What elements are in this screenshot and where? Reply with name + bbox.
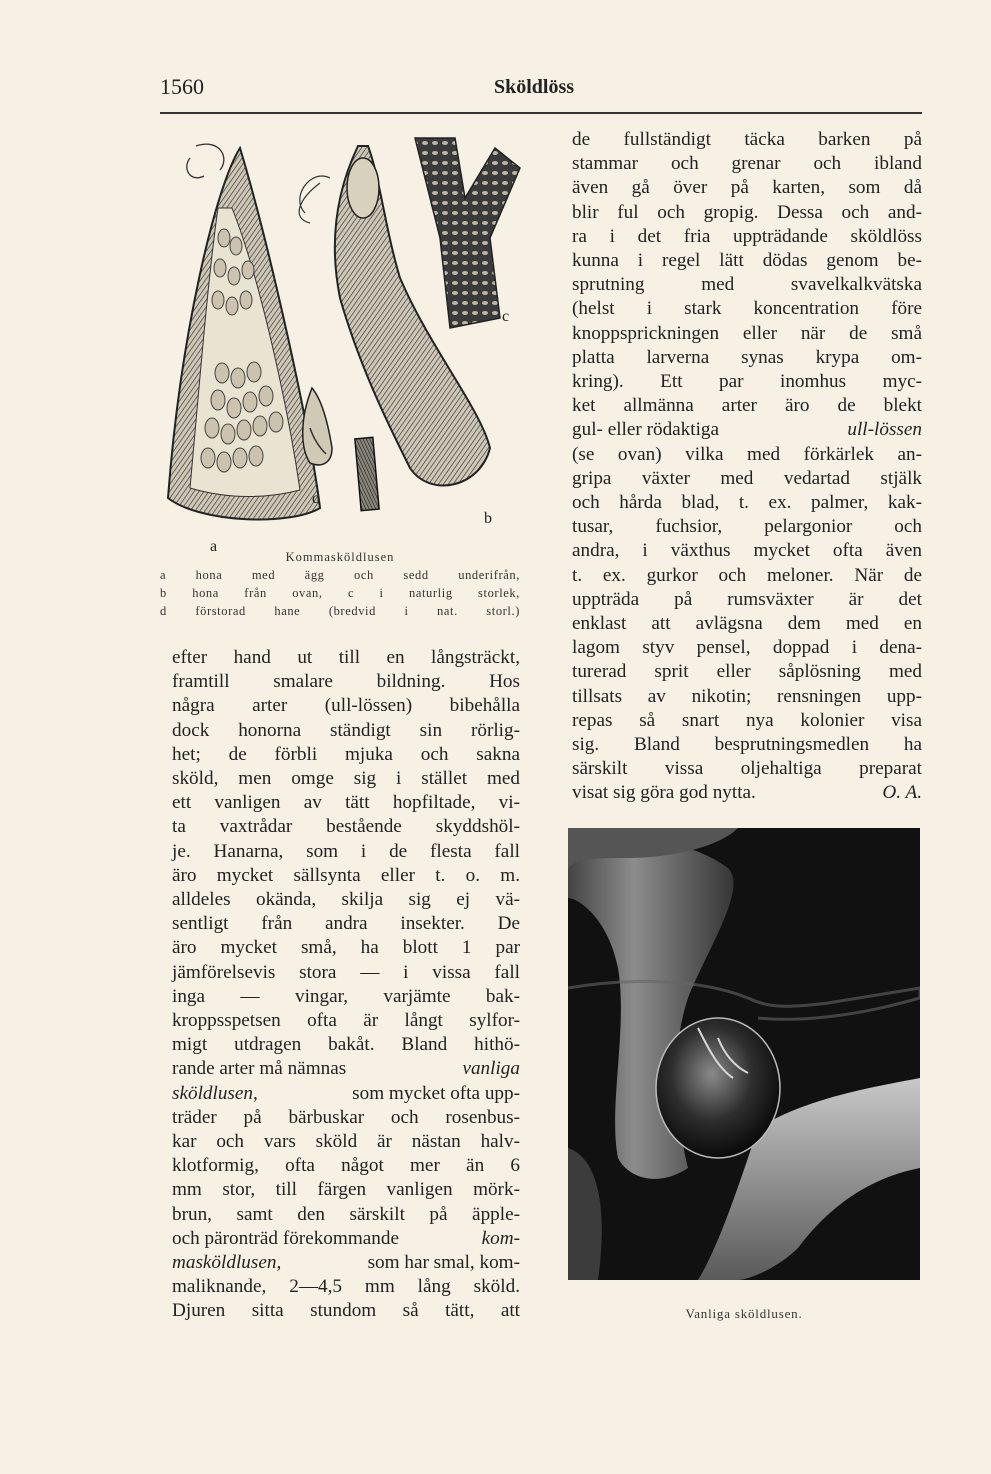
figure-label-c: c: [502, 308, 510, 325]
text-line: äro mycket små, ha blott 1 par: [172, 937, 520, 959]
text-line: dock honorna ständigt sin rörlig-: [172, 719, 520, 741]
text-line: träder på bärbuskar och rosenbus-: [172, 1106, 520, 1128]
text-line: tusar, fuchsior, pelargonior och: [572, 516, 922, 538]
figure-label-b: b: [484, 510, 492, 527]
text-line: sig. Bland besprutningsmedlen ha: [572, 734, 922, 756]
text-line: framtill smalare bildning. Hos: [172, 671, 520, 693]
text-line: ta vaxtrådar bestående skyddshöl-: [172, 816, 520, 838]
figure1-caption-line: b hona från ovan, c i naturlig storlek,: [160, 586, 520, 600]
figure-c-natural-size-bark: [415, 138, 520, 328]
species-name-italic: ull-lössen: [847, 419, 922, 441]
figure1-caption-line: a hona med ägg och sedd underifrån,: [160, 568, 520, 582]
text-line: alldeles okända, skilja sig ej vä-: [172, 889, 520, 911]
figure1-caption-title: Kommasköldlusen: [285, 550, 395, 564]
text-line: migt utdragen bakåt. Bland hithö-: [172, 1034, 520, 1056]
text-line: [172, 1082, 520, 1106]
kommaskoldlus-engraving: [160, 128, 522, 555]
text-line: enklast att avlägsna dem med en: [572, 613, 922, 635]
text-line: blir ful och gropig. Dessa och and-: [572, 201, 922, 223]
author-signature: O. A.: [882, 782, 922, 804]
text-line: och hårda blad, t. ex. palmer, kak-: [572, 492, 922, 514]
photo-caption: Vanliga sköldlusen.: [685, 1306, 803, 1321]
text-line: inga — vingar, varjämte bak-: [172, 985, 520, 1007]
text-line: [172, 1227, 520, 1251]
text-line: kroppsspetsen ofta är långt sylfor-: [172, 1010, 520, 1032]
figure-label-a: a: [210, 538, 218, 555]
text-line: sköld, men omge sig i stället med: [172, 768, 520, 790]
text-line: kunna i regel lätt dödas genom be-: [572, 250, 922, 272]
text-line: ra i det fria uppträdande sköldlöss: [572, 225, 922, 247]
text-line: turerad sprit eller såplösning med: [572, 661, 922, 683]
text-line: je. Hanarna, som i de flesta fall: [172, 840, 520, 862]
text-line: het; de förbli mjuka och sakna: [172, 743, 520, 765]
page-title: Sköldlöss: [494, 76, 575, 98]
text-line: klotformig, ofta något mer än 6: [172, 1155, 520, 1177]
text-line: stammar och grenar och ibland: [572, 153, 922, 175]
page-number: 1560: [160, 74, 204, 99]
text-line: de fullständigt täcka barken på: [572, 129, 922, 150]
figure-a-female-with-eggs: [168, 144, 320, 519]
text-line: äro mycket sällsynta eller t. o. m.: [172, 864, 520, 886]
engraving-drawing: [160, 128, 522, 538]
text-line: mm stor, till färgen vanligen mörk-: [172, 1179, 520, 1201]
left-column-text: [172, 646, 520, 1324]
text-line: sprutning med svavelkalkvätska: [572, 274, 922, 296]
species-name-italic: vanliga: [462, 1058, 520, 1080]
text-segment: som mycket ofta upp-: [352, 1082, 520, 1104]
text-line: platta larverna synas krypa om-: [572, 346, 922, 368]
header-rule: [160, 112, 922, 114]
text-line: kring). Ett par inomhus myc-: [572, 371, 922, 393]
text-line: ket allmänna arter äro de blekt: [572, 395, 922, 417]
text-line: repas så snart nya kolonier visa: [572, 709, 922, 731]
text-line: kar och vars sköld är nästan halv-: [172, 1131, 520, 1153]
text-line: särskilt vissa oljehaltiga preparat: [572, 758, 922, 780]
species-name-italic: sköldlusen,: [172, 1082, 258, 1104]
text-line: andra, i växthus mycket ofta även: [572, 540, 922, 562]
text-line: några arter (ull-lössen) bibehålla: [172, 695, 520, 717]
text-line: (helst i stark koncentration före: [572, 298, 922, 320]
text-line: [172, 1251, 520, 1275]
text-line: tillsats av nikotin; rensningen upp-: [572, 685, 922, 707]
text-line: sentligt från andra insekter. De: [172, 913, 520, 935]
text-segment: gul- eller rödaktiga: [572, 419, 720, 441]
text-line: ett vanligen av tätt hopfiltade, vi-: [172, 792, 520, 814]
photo-drawing: [568, 828, 920, 1280]
figure1-caption: [160, 548, 520, 620]
text-line: [172, 1057, 520, 1081]
text-segment: och päronträd förekommande: [172, 1227, 399, 1249]
text-line: Djuren sitta stundom så tätt, att: [172, 1300, 520, 1322]
right-column-text: [572, 128, 922, 806]
figure1-caption-line: d förstorad hane (bredvid i nat. storl.): [160, 604, 520, 618]
text-line: även gå över på karten, som då: [572, 177, 922, 199]
text-line: t. ex. gurkor och meloner. När de: [572, 564, 922, 586]
text-line: jämförelsevis stora — i vissa fall: [172, 961, 520, 983]
species-name-italic: kom-: [481, 1227, 520, 1249]
text-line: uppträda på rumsväxter är det: [572, 588, 922, 610]
text-line: knoppsprickningen eller när de små: [572, 322, 922, 344]
text-line: maliknande, 2—4,5 mm lång sköld.: [172, 1276, 520, 1298]
text-line: lagom styv pensel, doppad i dena-: [572, 637, 922, 659]
text-segment: visat sig göra god nytta.: [572, 782, 756, 804]
text-line: (se ovan) vilka med förkärlek an-: [572, 443, 922, 465]
figure-label-d: d: [312, 490, 320, 507]
text-line: gripa växter med vedartad stjälk: [572, 467, 922, 489]
text-line: [572, 418, 922, 442]
species-name-italic: masköldlusen,: [172, 1252, 282, 1274]
text-segment: som har smal, kom-: [367, 1252, 520, 1274]
text-segment: rande arter må nämnas: [172, 1058, 347, 1080]
text-line: efter hand ut till en långsträckt,: [172, 647, 520, 668]
text-line: brun, samt den särskilt på äpple-: [172, 1203, 520, 1225]
vanliga-skoldlusen-photo: [568, 828, 920, 1280]
text-line: [572, 781, 922, 805]
